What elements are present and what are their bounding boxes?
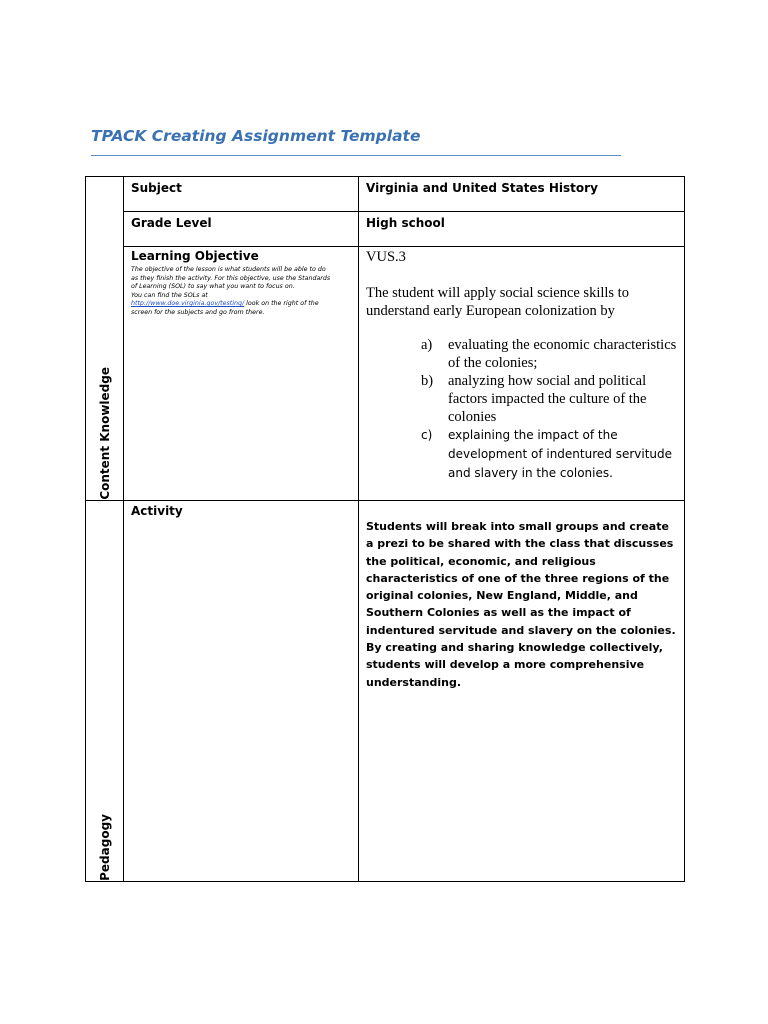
instruction-line: You can find the SOLs at — [131, 291, 208, 299]
instruction-text: look on the right of the — [244, 300, 319, 307]
activity-label-cell — [131, 502, 183, 520]
document-title: TPACK Creating Assignment Template — [91, 127, 421, 145]
learning-objective-label: Learning Objective — [131, 249, 259, 263]
section-divider — [86, 500, 684, 501]
instruction-line: screen for the subjects and go from there. — [131, 308, 265, 316]
content-knowledge-section — [86, 177, 124, 500]
list-item-text: evaluating the economic characteristics of the colonies; — [448, 337, 677, 371]
list-marker: a) — [421, 337, 433, 353]
list-item — [421, 336, 679, 372]
pedagogy-label: Pedagogy — [98, 814, 112, 881]
instruction-line: of Learning (SOL) to say what you want to focus on. — [131, 283, 295, 290]
list-item-text: analyzing how social and political factors impacted the culture of the colonies — [448, 373, 647, 425]
assignment-table — [85, 176, 685, 882]
subject-label: Subject — [131, 181, 182, 195]
value-column-divider — [358, 177, 359, 881]
row-divider-grade — [123, 246, 684, 247]
grade-level-label: Grade Level — [131, 216, 212, 230]
row-divider-subject — [123, 211, 684, 212]
list-item — [421, 372, 679, 426]
list-marker: b) — [421, 373, 434, 389]
learning-objective-value-cell — [366, 248, 684, 498]
subject-label-cell — [131, 179, 182, 197]
sol-code: VUS.3 — [366, 249, 406, 265]
activity-label: Activity — [131, 504, 183, 518]
subject-value: Virginia and United States History — [366, 181, 598, 195]
list-item-text: explaining the impact of the development of indentured servitude and slavery in the colonies. — [448, 428, 673, 480]
list-item — [421, 426, 679, 483]
title-underline — [91, 155, 621, 156]
objective-intro: The student will apply social science skills to understand early European colonization by — [366, 285, 629, 319]
content-knowledge-label: Content Knowledge — [98, 367, 112, 500]
pedagogy-section — [86, 500, 124, 881]
activity-value-cell — [366, 518, 680, 691]
instruction-line: The objective of the lesson is what students will be able to do — [131, 266, 326, 273]
list-marker: c) — [421, 428, 433, 442]
grade-label-cell — [131, 214, 212, 232]
sol-link[interactable]: http://www.doe.virginia.gov/testing/ — [131, 300, 245, 307]
activity-description: Students will break into small groups and create a prezi to be shared with the class that discusses the political, economic, and religious characteristics of one of the three regions of the original colonies, New England, Middle, and Southern Colonies as well as the impact of indentured servitude and slavery on the colonies. By creating and sharing knowledge collectively, students will develop a more comprehensive understanding. — [366, 520, 676, 689]
objective-list — [421, 336, 679, 483]
grade-value-cell — [366, 214, 445, 232]
instruction-line-with-link — [131, 300, 355, 309]
learning-objective-label-cell — [131, 249, 355, 317]
instruction-line: as they finish the activity. For this objective, use the Standards — [131, 274, 331, 282]
learning-objective-instructions — [131, 266, 355, 317]
grade-level-value: High school — [366, 216, 445, 230]
subject-value-cell — [366, 179, 598, 197]
